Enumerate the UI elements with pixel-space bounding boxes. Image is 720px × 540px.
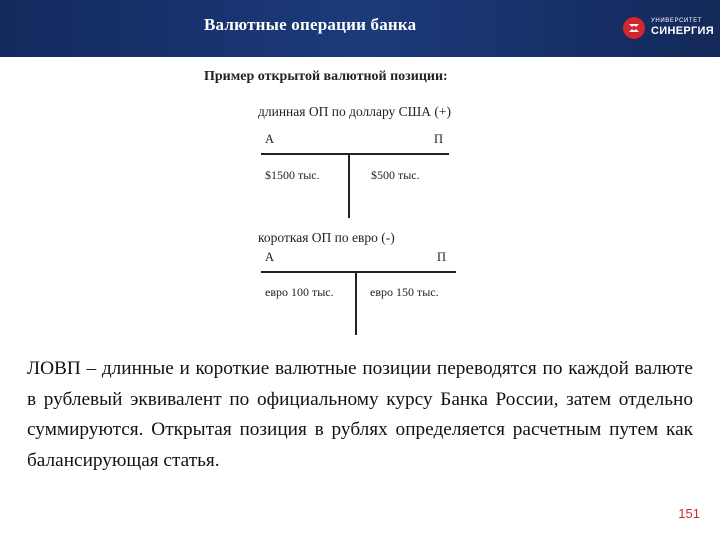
short-asset-value: евро 100 тыс. — [265, 285, 334, 299]
long-asset-label: А — [265, 132, 275, 146]
short-liability-label: П — [437, 250, 447, 264]
long-taccount-hline — [261, 153, 449, 155]
long-liability-label: П — [434, 132, 444, 146]
long-liability-value: $500 тыс. — [371, 168, 420, 182]
long-asset-value: $1500 тыс. — [265, 168, 320, 182]
page-number: 151 — [678, 506, 700, 521]
logo-line1: УНИВЕРСИТЕТ — [651, 18, 702, 24]
figure-title: Пример открытой валютной позиции: — [204, 69, 448, 84]
long-taccount-vline — [348, 153, 350, 218]
short-liability-value: евро 150 тыс. — [370, 285, 439, 299]
slide-title: Валютные операции банка — [204, 15, 417, 34]
body-paragraph: ЛОВП – длинные и короткие валютные позиции переводятся по каждой валюте в рублевый эквивалент по официальному курсу Банка России, затем отдельно суммируются. Открытая позиция в рублях определяется расчетным путем как балансирующая статья. — [27, 358, 693, 471]
short-taccount-vline — [355, 271, 357, 335]
short-taccount-hline — [261, 271, 456, 273]
short-asset-label: А — [265, 250, 275, 264]
short-position-heading: короткая ОП по евро (-) — [258, 230, 395, 245]
long-position-heading: длинная ОП по доллару США (+) — [258, 104, 452, 119]
logo-line2: СИНЕРГИЯ — [651, 25, 714, 37]
